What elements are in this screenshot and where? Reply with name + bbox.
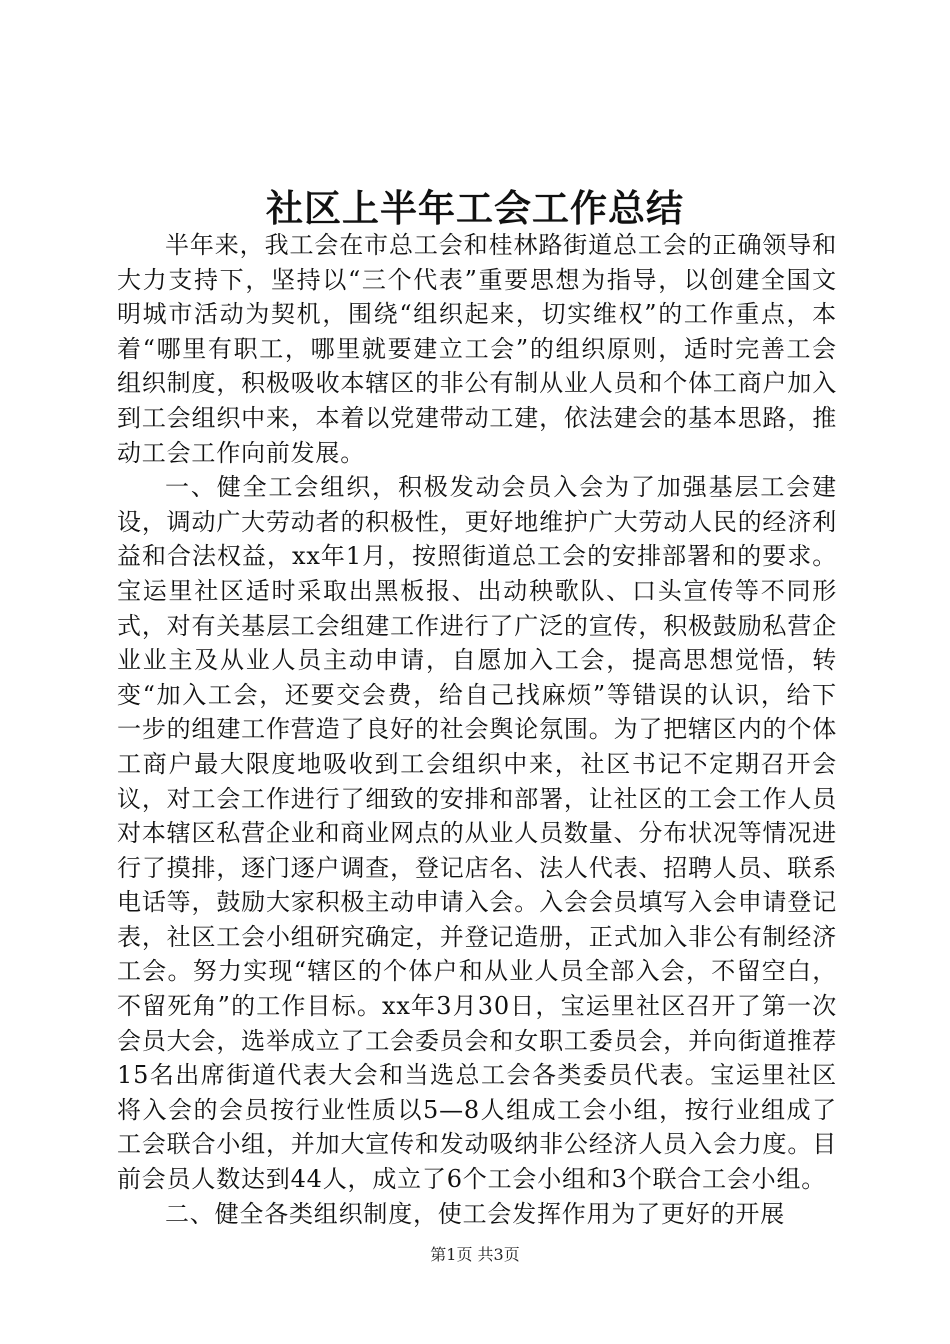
document-body (117, 228, 837, 1231)
paragraph-intro: 半年来，我工会在市总工会和桂林路街道总工会的正确领导和大力支持下，坚持以“三个代表”重要思想为指导，以创建全国文明城市活动为契机，围绕“组织起来，切实维权”的工作重点，本着“哪里有职工，哪里就要建立工会”的组织原则，适时完善工会组织制度，积极吸收本辖区的非公有制从业人员和个体工商户加入到工会组织中来，本着以党建带动工建，依法建会的基本思路，推动工会工作向前发展。 (117, 231, 837, 467)
paragraph-section-1: 一、健全工会组织，积极发动会员入会为了加强基层工会建设，调动广大劳动者的积极性，更好地维护广大劳动人民的经济利益和合法权益，xx年1月，按照街道总工会的安排部署和的要求。宝运里社区适时采取出黑板报、出动秧歌队、口头宣传等不同形式，对有关基层工会组建工作进行了广泛的宣传，积极鼓励私营企业业主及从业人员主动申请，自愿加入工会，提高思想觉悟，转变“加入工会，还要交会费，给自己找麻烦”等错误的认识，给下一步的组建工作营造了良好的社会舆论氛围。为了把辖区内的个体工商户最大限度地吸收到工会组织中来，社区书记不定期召开会议，对工会工作进行了细致的安排和部署，让社区的工会工作人员对本辖区私营企业和商业网点的从业人员数量、分布状况等情况进行了摸排，逐门逐户调查，登记店名、法人代表、招聘人员、联系电话等，鼓励大家积极主动申请入会。入会会员填写入会申请登记表，社区工会小组研究确定，并登记造册，正式加入非公有制经济工会。努力实现“辖区的个体户和从业人员全部入会，不留空白，不留死角”的工作目标。xx年3月30日，宝运里社区召开了第一次会员大会，选举成立了工会委员会和女职工委员会，并向街道推荐15名出席街道代表大会和当选总工会各类委员代表。宝运里社区将入会的会员按行业性质以5—8人组成工会小组，按行业组成了工会联合小组，并加大宣传和发动吸纳非公经济人员入会力度。目前会员人数达到44人，成立了6个工会小组和3个联合工会小组。 (117, 473, 837, 1194)
page-number-footer: 第1页 共3页 (430, 1245, 520, 1264)
document-title: 社区上半年工会工作总结 (266, 186, 684, 230)
paragraph-section-2: 二、健全各类组织制度，使工会发挥作用为了更好的开展 (165, 1199, 785, 1228)
